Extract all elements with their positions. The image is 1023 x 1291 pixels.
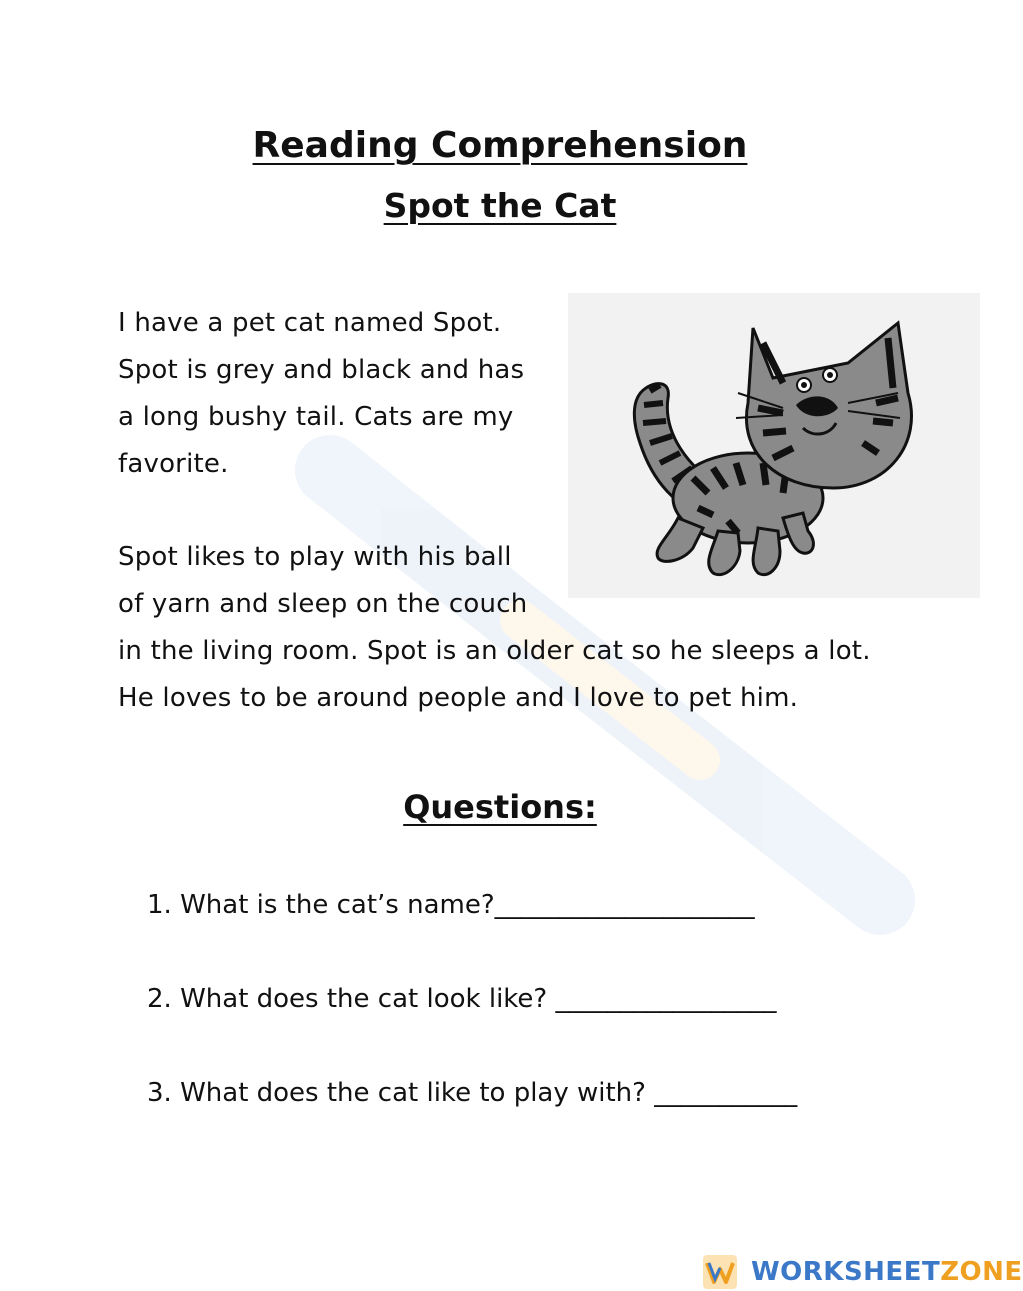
worksheetzone-w-logo-icon <box>703 1255 737 1289</box>
answer-blank[interactable]: ___________ <box>654 1078 798 1108</box>
story-line: a long bushy tail. Cats are my <box>118 402 514 432</box>
brand-name <box>751 1257 1023 1287</box>
answer-blank[interactable]: ____________________ <box>494 890 755 920</box>
question-text: 2. What does the cat look like? <box>147 984 548 1014</box>
worksheet-title: Reading Comprehension <box>252 125 748 166</box>
question-item <box>147 984 777 1014</box>
story-line: of yarn and sleep on the couch <box>118 589 528 619</box>
story-line: in the living room. Spot is an older cat so he sleeps a lot. <box>118 636 871 666</box>
brand-name-part-2: ZONE <box>940 1257 1023 1287</box>
story-line: He loves to be around people and I love to pet him. <box>118 683 799 713</box>
brand-footer[interactable] <box>703 1254 1023 1290</box>
story-paragraph-2 <box>118 534 871 722</box>
story-title: Spot the Cat <box>383 186 617 225</box>
questions-heading: Questions: <box>403 788 597 826</box>
question-text: 3. What does the cat like to play with? <box>147 1078 646 1108</box>
story-line: I have a pet cat named Spot. <box>118 308 502 338</box>
question-item <box>147 890 755 920</box>
story-line: favorite. <box>118 449 229 479</box>
answer-blank[interactable]: _________________ <box>555 984 777 1014</box>
story-line: Spot is grey and black and has <box>118 355 525 385</box>
question-item <box>147 1078 797 1108</box>
brand-name-part-1: WORKSHEET <box>751 1257 941 1287</box>
question-text: 1. What is the cat’s name? <box>147 890 495 920</box>
story-paragraph-1 <box>118 300 524 488</box>
story-line: Spot likes to play with his ball <box>118 542 512 572</box>
